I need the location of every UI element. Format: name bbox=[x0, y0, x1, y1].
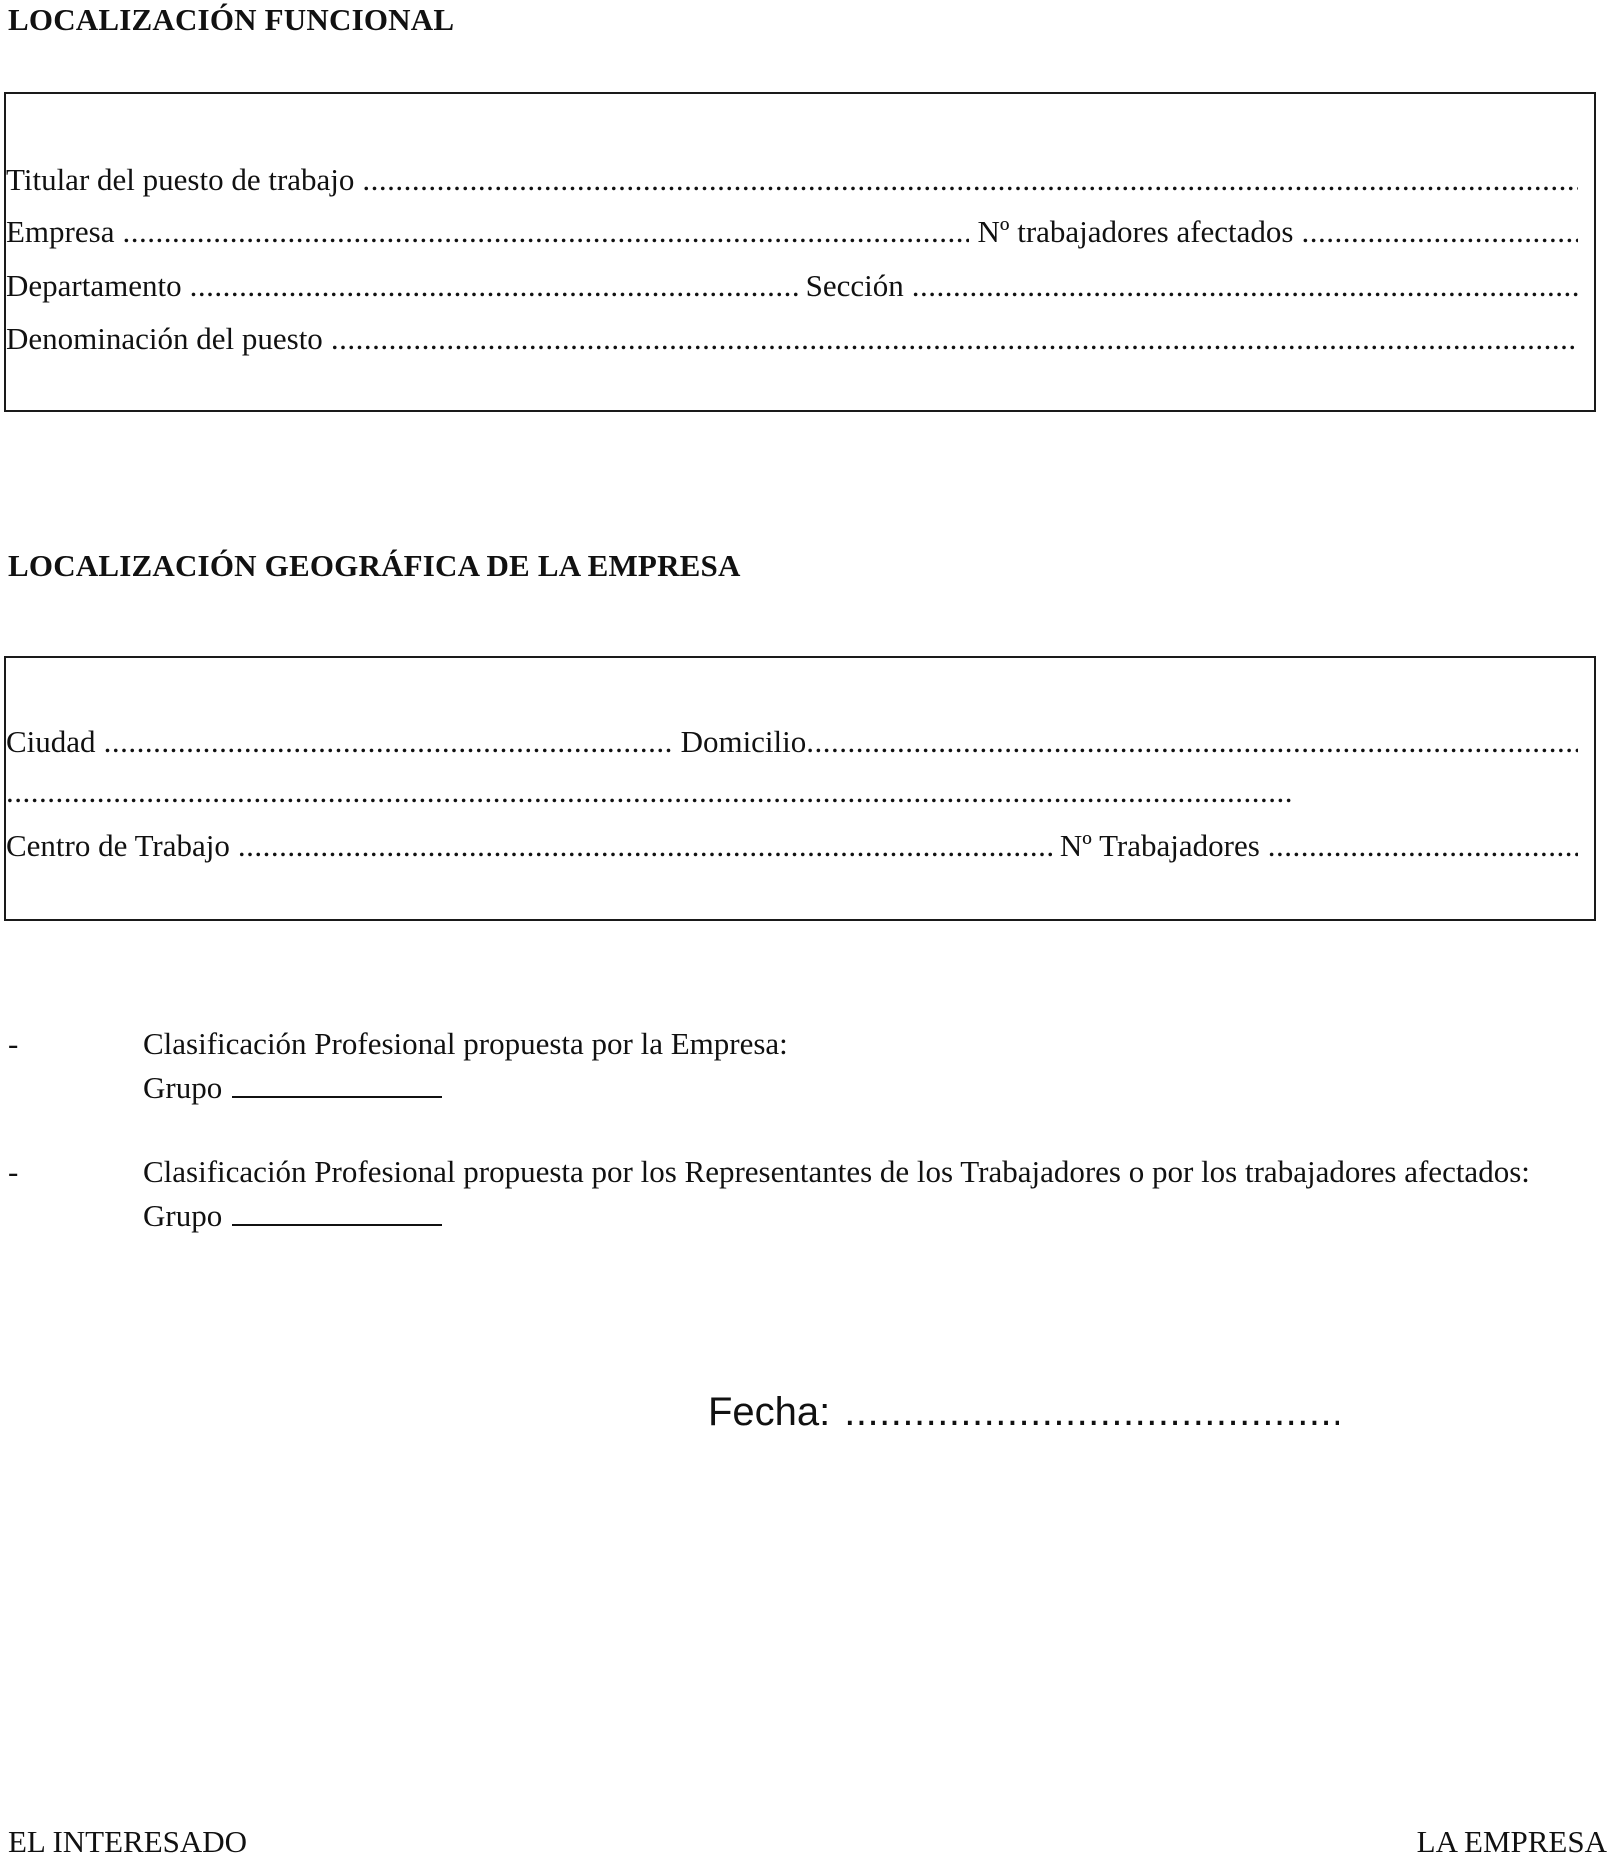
grupo-empresa-field[interactable] bbox=[232, 1066, 442, 1098]
empresa-label: Empresa bbox=[6, 214, 115, 249]
departamento-row bbox=[6, 266, 1578, 306]
classification-empresa-item bbox=[8, 1022, 1604, 1110]
departamento-label: Departamento bbox=[6, 268, 182, 303]
signature-interesado: EL INTERESADO bbox=[8, 1824, 248, 1859]
trabajadores-field[interactable] bbox=[1268, 826, 1578, 866]
seccion-field[interactable] bbox=[912, 266, 1578, 306]
functional-location-box bbox=[4, 92, 1596, 412]
ciudad-field[interactable] bbox=[104, 722, 673, 762]
domicilio-continuation-row bbox=[6, 772, 1294, 812]
domicilio-continuation-field[interactable] bbox=[6, 772, 1294, 812]
empresa-row bbox=[6, 212, 1578, 252]
centro-field[interactable] bbox=[238, 826, 1052, 866]
ciudad-label: Ciudad bbox=[6, 724, 96, 759]
trabajadores-label: Nº Trabajadores bbox=[1059, 828, 1260, 863]
titular-label: Titular del puesto de trabajo bbox=[6, 162, 355, 197]
empresa-field[interactable] bbox=[122, 212, 969, 252]
classification-representantes-text: Clasificación Profesional propuesta por los Representantes de los Trabajadores o por los trabajadores afectados: bbox=[143, 1154, 1530, 1189]
titular-field[interactable] bbox=[362, 160, 1578, 200]
denominacion-row bbox=[6, 319, 1578, 359]
grupo-label: Grupo bbox=[143, 1070, 223, 1105]
classification-representantes-item bbox=[8, 1150, 1604, 1238]
departamento-field[interactable] bbox=[190, 266, 798, 306]
fecha-label: Fecha: bbox=[708, 1390, 831, 1434]
fecha-field[interactable] bbox=[844, 1390, 1339, 1435]
grupo-label: Grupo bbox=[143, 1198, 223, 1233]
centro-row bbox=[6, 826, 1578, 866]
denominacion-label: Denominación del puesto bbox=[6, 321, 323, 356]
denominacion-field[interactable] bbox=[331, 319, 1578, 359]
ciudad-row bbox=[6, 722, 1578, 762]
section-title-geographic: LOCALIZACIÓN GEOGRÁFICA DE LA EMPRESA bbox=[8, 548, 741, 583]
section-title-functional: LOCALIZACIÓN FUNCIONAL bbox=[8, 2, 455, 37]
geographic-location-box bbox=[4, 656, 1596, 921]
list-dash: - bbox=[8, 1154, 19, 1189]
trabajadores-afectados-label: Nº trabajadores afectados bbox=[977, 214, 1294, 249]
titular-row bbox=[6, 160, 1578, 200]
trabajadores-afectados-field[interactable] bbox=[1301, 212, 1578, 252]
list-dash: - bbox=[8, 1026, 19, 1061]
seccion-label: Sección bbox=[805, 268, 904, 303]
centro-label: Centro de Trabajo bbox=[6, 828, 230, 863]
grupo-representantes-field[interactable] bbox=[232, 1194, 442, 1226]
domicilio-label: Domicilio bbox=[680, 724, 807, 759]
date-row bbox=[708, 1390, 1339, 1435]
signature-empresa: LA EMPRESA bbox=[1416, 1824, 1607, 1859]
domicilio-field[interactable] bbox=[806, 722, 1578, 762]
classification-empresa-text: Clasificación Profesional propuesta por la Empresa: bbox=[143, 1026, 788, 1061]
